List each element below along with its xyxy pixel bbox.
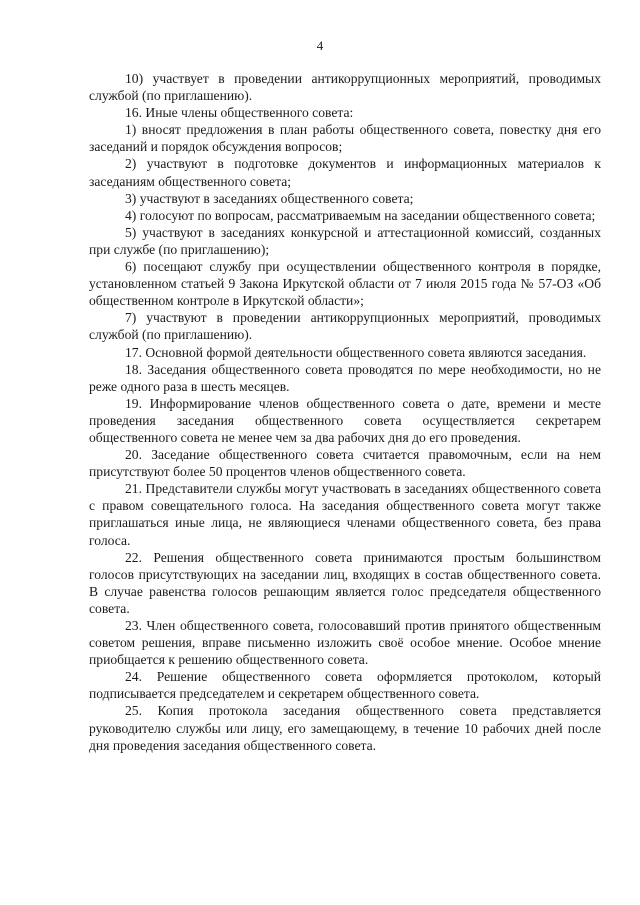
paragraph-item-5: 5) участвуют в заседаниях конкурсной и аттестационной комиссий, созданных при службе (по приглашению); — [89, 224, 601, 257]
paragraph-item-10: 10) участвует в проведении антикоррупционных мероприятий, проводимых службой (по приглашению). — [89, 71, 601, 104]
document-body — [89, 70, 601, 754]
paragraph-item-1: 1) вносят предложения в план работы общественного совета, повестку дня его заседаний и порядок обсуждения вопросов; — [89, 122, 601, 155]
paragraph-section-18: 18. Заседания общественного совета проводятся по мере необходимости, но не реже одного раза в шесть месяцев. — [89, 361, 601, 394]
paragraph-item-3: 3) участвуют в заседаниях общественного совета; — [125, 190, 414, 206]
paragraph-section-22: 22. Решения общественного совета принимаются простым большинством голосов присутствующих на заседании лиц, входящих в состав общественного совета. В случае равенства голосов решающим является голос председателя общественного совета. — [89, 549, 601, 616]
paragraph-section-17: 17. Основной формой деятельности общественного совета являются заседания. — [125, 344, 587, 360]
paragraph-section-21: 21. Представители службы могут участвовать в заседаниях общественного совета с правом совещательного голоса. На заседания общественного совета могут также приглашаться иные лица, не являющиеся членами общественного совета, без права голоса. — [89, 481, 601, 548]
paragraph-item-6: 6) посещают службу при осуществлении общественного контроля в порядке, установленном статьей 9 Закона Иркутской области от 7 июля 2015 года № 57-ОЗ «Об общественном контроле в Иркутской области»; — [89, 259, 601, 309]
page-number: 4 — [316, 38, 324, 53]
paragraph-item-4: 4) голосуют по вопросам, рассматриваемым на заседании общественного совета; — [125, 207, 596, 223]
paragraph-item-2: 2) участвуют в подготовке документов и информационных материалов к заседаниям общественного совета; — [89, 156, 601, 189]
paragraph-section-25: 25. Копия протокола заседания общественного совета представляется руководителю службы или лицу, его замещающему, в течение 10 рабочих дней после дня проведения заседания общественного совета. — [89, 703, 601, 753]
paragraph-section-24: 24. Решение общественного совета оформляется протоколом, который подписывается председателем и секретарем общественного совета. — [89, 669, 601, 702]
paragraph-item-7: 7) участвуют в проведении антикоррупционных мероприятий, проводимых службой (по приглашению). — [89, 310, 601, 343]
paragraph-section-16: 16. Иные члены общественного совета: — [125, 105, 354, 121]
paragraph-section-20: 20. Заседание общественного совета считается правомочным, если на нем присутствуют более 50 процентов членов общественного совета. — [89, 447, 601, 480]
paragraph-section-19: 19. Информирование членов общественного совета о дате, времени и месте проведения заседания общественного совета осуществляется секретарем общественного совета не менее чем за два рабочих дня до его проведения. — [89, 395, 601, 445]
paragraph-section-23: 23. Член общественного совета, голосовавший против принятого общественным советом решения, вправе письменно изложить своё особое мнение. Особое мнение приобщается к решению общественного совета. — [89, 618, 601, 668]
